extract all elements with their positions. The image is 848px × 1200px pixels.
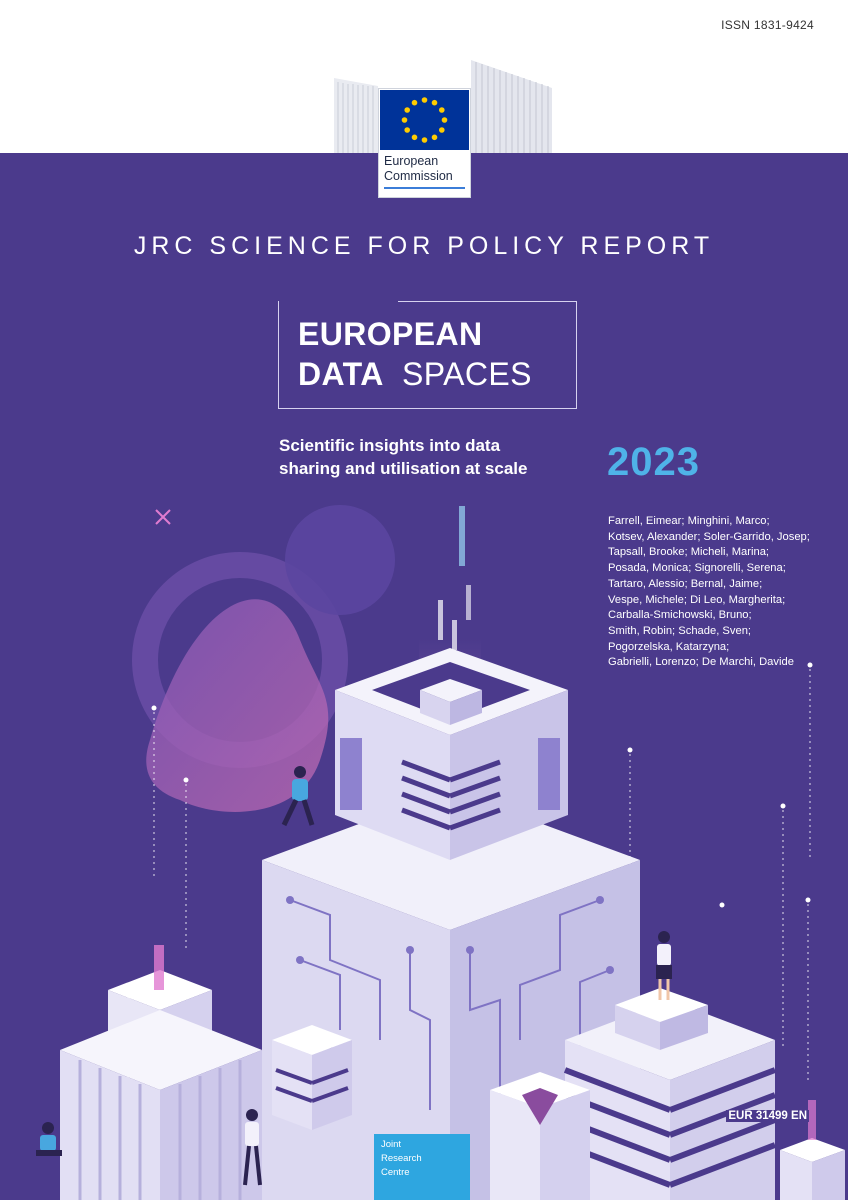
person-leg [304,800,312,825]
person-legs [36,1150,62,1156]
star-dot [184,778,189,783]
person-figure-sitting [36,1122,62,1156]
star-dot [781,804,786,809]
author-line: Tapsall, Brooke; Micheli, Marina; [608,546,770,559]
series-label: JRC SCIENCE FOR POLICY REPORT [133,232,715,260]
star-dot [720,903,725,908]
title-line2-bold: DATA [298,356,384,392]
author-line: Posada, Monica; Signorelli, Serena; [608,562,786,575]
decorative-bubble [285,505,395,615]
person-head [42,1122,54,1134]
author-line: Vespe, Michele; Di Leo, Margherita; [608,593,786,606]
star-dot [806,898,811,903]
person-head [246,1109,258,1121]
circuit-node [466,946,474,954]
person-body [245,1122,259,1146]
author-line: Pogorzelska, Katarzyna; [608,640,730,653]
author-line: Carballa-Smichowski, Bruno; [608,609,752,622]
data-beam [438,600,443,640]
author-line: Farrell, Eimear; Minghini, Marco; [608,515,770,527]
data-beam [466,585,471,620]
small-server-right [312,1040,352,1130]
title-line2-regular: SPACES [402,356,532,392]
author-line: Gabrielli, Lorenzo; De Marchi, Davide [608,656,794,669]
small-server-left [272,1040,312,1130]
publisher-name-line2: Commission [384,169,453,183]
issn-number: ISSN 1831-9424 [721,18,814,32]
author-line: Kotsev, Alexander; Soler-Garrido, Josep; [608,530,810,543]
publisher-name-line1: European [384,154,439,168]
person-body [657,944,671,966]
server-led-panel [340,738,362,810]
circuit-node [596,896,604,904]
data-beam [452,620,457,650]
subtitle-line2: sharing and utilisation at scale [279,459,528,478]
star-dot [808,663,813,668]
person-skirt [656,965,672,979]
jrc-badge [374,1134,470,1200]
circuit-node [286,896,294,904]
sparkle-icon [156,510,170,524]
publication-year: 2023 [607,440,700,484]
person-head [658,931,670,943]
circuit-node [406,946,414,954]
star-dot [628,748,633,753]
person-head [294,766,306,778]
person-body [40,1135,56,1151]
star-dot [152,706,157,711]
person-body [292,779,308,801]
person-leg [284,800,296,825]
jrc-badge-line1: Joint [381,1139,402,1150]
subtitle-line1: Scientific insights into data [279,436,501,455]
circuit-node [296,956,304,964]
server-led-panel [538,738,560,810]
pink-beam [154,945,164,990]
circuit-node [606,966,614,974]
data-beam [459,506,465,566]
pink-beam [808,1100,816,1140]
author-line: Smith, Robin; Schade, Sven; [608,624,752,637]
author-line: Tartaro, Alessio; Bernal, Jaime; [608,577,763,590]
jrc-badge-line2: Research [381,1153,422,1164]
jrc-badge-line3: Centre [381,1167,410,1178]
title-line1: EUROPEAN [298,316,483,352]
report-number: EUR 31499 EN [728,1110,807,1122]
